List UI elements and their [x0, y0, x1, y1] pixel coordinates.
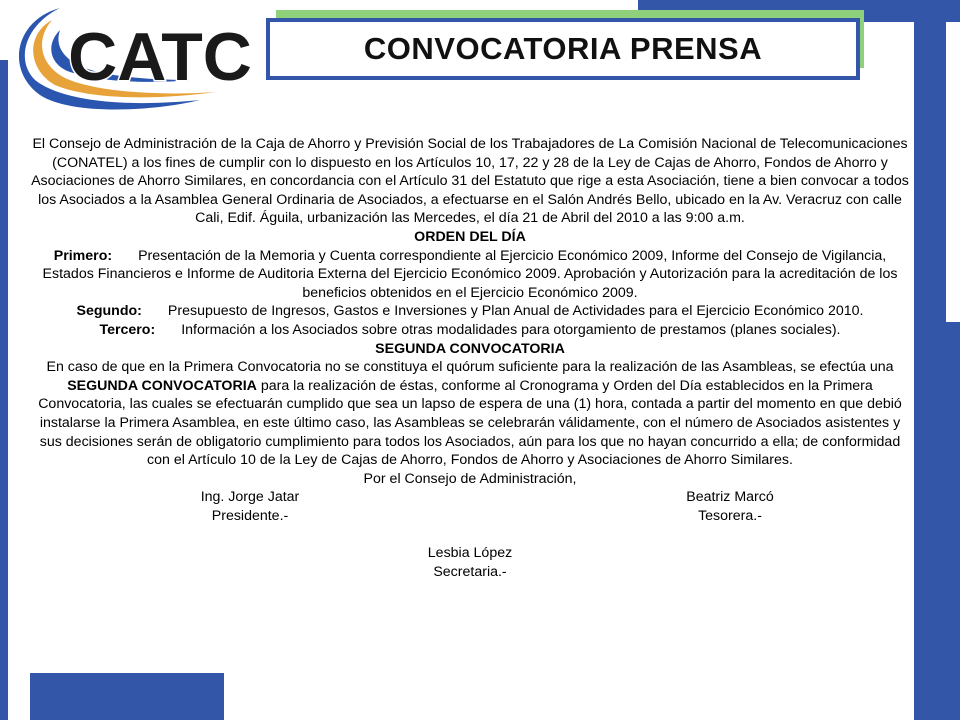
title-box — [266, 18, 860, 80]
second-call-text-before: En caso de que en la Primera Convocatoria no se constituya el quórum suficiente para la realización de las Asambleas, se efectúa una — [46, 359, 894, 376]
logo-text: CATC — [68, 19, 252, 95]
second-call-heading: SEGUNDA CONVOCATORIA — [375, 340, 565, 357]
closing-line: Por el Consejo de Administración, — [363, 470, 577, 487]
agenda-item-first — [30, 247, 910, 303]
page-title: CONVOCATORIA PRENSA — [363, 31, 763, 66]
agenda-item-third — [30, 321, 910, 340]
catc-logo — [0, 0, 275, 125]
treasurer-name: Beatriz Marcó — [686, 489, 774, 506]
agenda-text: Presupuesto de Ingresos, Gastos e Inversiones y Plan Anual de Actividades para el Ejercicio Económico 2010. — [167, 303, 864, 320]
agenda-heading: ORDEN DEL DÍA — [414, 228, 526, 245]
frame-left-bar — [0, 60, 8, 720]
treasurer-role: Tesorera.- — [698, 507, 762, 524]
agenda-label: Segundo: — [76, 303, 142, 320]
second-call-bold: SEGUNDA CONVOCATORIA — [67, 377, 257, 394]
frame-right-gap — [946, 22, 960, 322]
secretary-name: Lesbia López — [427, 545, 513, 562]
president-role: Presidente.- — [211, 507, 289, 524]
signature-names-row — [30, 488, 910, 507]
agenda-text: Información a los Asociados sobre otras modalidades para otorgamiento de prestamos (planes sociales). — [181, 321, 841, 338]
second-call-text-after: para la realización de éstas, conforme al Cronograma y Orden del Día establecidos en la Primera Convocatoria, las cuales se efectuarán cumplido que sea un lapso de espera de una (1) hora, contada a partir del momento en que debió instalarse la Primera Asamblea, en este último caso, las Asambleas se celebrarán válidamente, con el número de Asociados asistentes y sus decisiones serán de obligatorio cumplimiento para todos los Asociados, aún para los que no hayan concurrido a ella; de conformidad con el Artículo 10 de la Ley de Cajas de Ahorro, Fondos de Ahorro y Asociaciones de Ahorro Similares. — [38, 377, 902, 469]
agenda-label: Tercero: — [99, 321, 156, 338]
signature-roles-row — [30, 507, 910, 526]
agenda-text: Presentación de la Memoria y Cuenta correspondiente al Ejercicio Económico 2009, Informe del Consejo de Vigilancia, Estados Financieros e Informe de Auditoria Externa del Ejercicio Económico 2009. Aprobación y Autorización para la acreditación de los beneficios obtenidos en el Ejercicio Económico 2009. — [42, 247, 898, 301]
agenda-label: Primero: — [53, 247, 113, 264]
secretary-role: Secretaria.- — [433, 563, 507, 580]
agenda-item-second — [30, 302, 910, 321]
president-name: Ing. Jorge Jatar — [200, 489, 300, 506]
intro-paragraph: El Consejo de Administración de la Caja de Ahorro y Previsión Social de los Trabajadores de La Comisión Nacional de Telecomunicaciones (CONATEL) a los fines de cumplir con lo dispuesto en los Artículos 10, 17, 22 y 28 de la Ley de Cajas de Ahorro, Fondos de Ahorro y Asociaciones de Ahorro Similares, en concordancia con el Artículo 31 del Estatuto que rige a esta Asociación, tiene a bien convocar a todos los Asociados a la Asamblea General Ordinaria de Asociados, a efectuarse en el Salón Andrés Bello, ubicado en la Av. Veracruz con calle Cali, Edif. Águila, urbanización las Mercedes, el día 21 de Abril del 2010 a las 9:00 a.m. — [31, 136, 909, 227]
announcement-body — [30, 135, 910, 581]
second-call-paragraph — [30, 358, 910, 470]
spacer — [30, 525, 910, 544]
frame-bottom-block — [30, 673, 224, 720]
